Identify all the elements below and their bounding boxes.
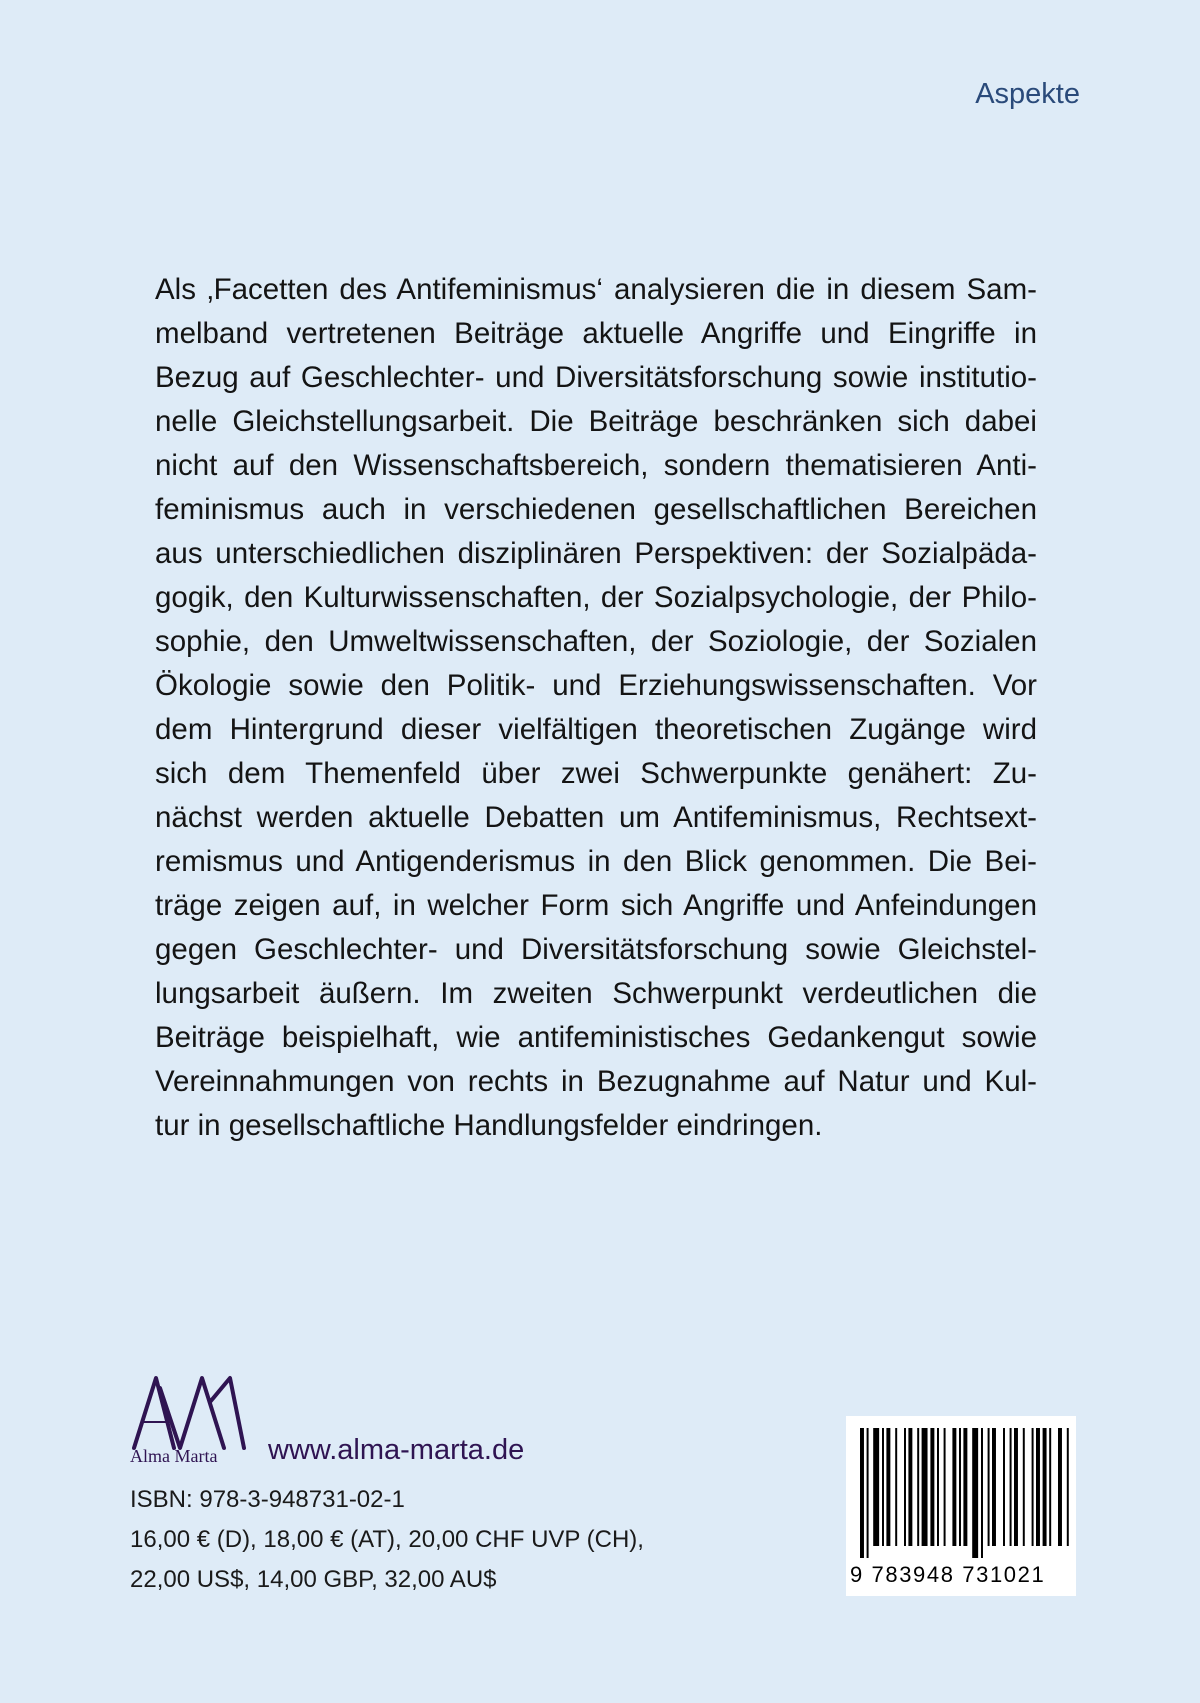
back-cover-blurb [155, 268, 1037, 1148]
barcode-bar [963, 1428, 967, 1546]
barcode-bar [904, 1428, 906, 1546]
barcode-bar [1003, 1428, 1005, 1546]
barcode-bar [1023, 1428, 1025, 1546]
barcode-bar [972, 1428, 978, 1558]
barcode-bar [908, 1428, 912, 1546]
barcode-bars [852, 1428, 1070, 1558]
barcode-bar [952, 1428, 956, 1546]
barcode-bar [886, 1428, 890, 1546]
isbn: ISBN: 978-3-948731-02-1 [130, 1486, 405, 1513]
publisher-logo [130, 1372, 248, 1472]
isbn-barcode [846, 1416, 1076, 1596]
blurb-line: gegen Geschlechter- und Diversitätsforschung sowie Gleichstel- [155, 933, 1037, 966]
barcode-bar [959, 1428, 961, 1546]
blurb-line: nicht auf den Wissenschaftsbereich, sondern thematisieren Anti- [155, 449, 1037, 482]
blurb-line: feminismus auch in verschiedenen gesellschaftlichen Bereichen [155, 493, 1037, 526]
series-label: Aspekte [975, 78, 1080, 110]
barcode-bar [1014, 1428, 1018, 1546]
barcode-bar [1032, 1428, 1034, 1546]
blurb-line: sich dem Themenfeld über zwei Schwerpunkte genähert: Zu- [155, 757, 1037, 790]
barcode-bar [922, 1428, 928, 1546]
blurb-line: sophie, den Umweltwissenschaften, der Soziologie, der Sozialen [155, 625, 1037, 658]
barcode-bar [895, 1428, 897, 1546]
barcode-bar [1036, 1428, 1040, 1546]
barcode-bar [937, 1428, 939, 1546]
barcode-bar [860, 1428, 864, 1558]
blurb-line: Als ‚Facetten des Antifeminismus‘ analysieren die in diesem Sam- [155, 273, 1037, 306]
barcode-digits: 9 783948 731021 [850, 1562, 1046, 1587]
barcode-bar [882, 1428, 884, 1546]
barcode-bar [930, 1428, 934, 1546]
alma-marta-monogram-icon [130, 1372, 248, 1452]
barcode-bar [981, 1428, 983, 1558]
barcode-bar [1067, 1428, 1069, 1546]
barcode-bar [992, 1428, 996, 1546]
blurb-line: träge zeigen auf, in welcher Form sich Angriffe und Anfeindungen [155, 889, 1037, 922]
barcode-bar [944, 1428, 946, 1546]
blurb-line: Bezug auf Geschlechter- und Diversitätsforschung sowie institutio- [155, 361, 1037, 394]
barcode-bar [917, 1428, 919, 1546]
barcode-bar [1049, 1428, 1051, 1546]
blurb-line: Vereinnahmungen von rechts in Bezugnahme auf Natur und Kul- [155, 1065, 1037, 1098]
barcode-bar [1010, 1428, 1012, 1546]
price-line: 16,00 € (D), 18,00 € (AT), 20,00 CHF UVP (CH), [130, 1526, 644, 1553]
blurb-line: nächst werden aktuelle Debatten um Antifeminismus, Rechtsext- [155, 801, 1037, 834]
blurb-line: tur in gesellschaftliche Handlungsfelder eindringen. [155, 1109, 823, 1142]
barcode-bar [1058, 1428, 1062, 1546]
barcode-bar [867, 1428, 869, 1558]
blurb-line: aus unterschiedlichen disziplinären Perspektiven: der Sozialpäda- [155, 537, 1037, 570]
blurb-line: gogik, den Kulturwissenschaften, der Sozialpsychologie, der Philo- [155, 581, 1037, 614]
price-line: 22,00 US$, 14,00 GBP, 32,00 AU$ [130, 1566, 497, 1593]
blurb-line: remismus und Antigenderismus in den Blick genommen. Die Bei- [155, 845, 1037, 878]
publisher-logo-text: Alma Marta [130, 1446, 218, 1466]
blurb-line: lungsarbeit äußern. Im zweiten Schwerpunkt verdeutlichen die [155, 977, 1037, 1010]
blurb-line: dem Hintergrund dieser vielfältigen theoretischen Zugänge wird [155, 713, 1037, 746]
blurb-line: nelle Gleichstellungsarbeit. Die Beiträge beschränken sich dabei [155, 405, 1037, 438]
barcode-bar [988, 1428, 990, 1546]
barcode-bar [1043, 1428, 1047, 1546]
publisher-website-link[interactable]: www.alma-marta.de [268, 1434, 525, 1466]
blurb-line: Ökologie sowie den Politik- und Erziehungswissenschaften. Vor [155, 669, 1037, 702]
barcode-bar [873, 1428, 879, 1546]
blurb-line: Beiträge beispielhaft, wie antifeministisches Gedankengut sowie [155, 1021, 1037, 1054]
blurb-line: melband vertretenen Beiträge aktuelle Angriffe und Eingriffe in [155, 317, 1037, 350]
